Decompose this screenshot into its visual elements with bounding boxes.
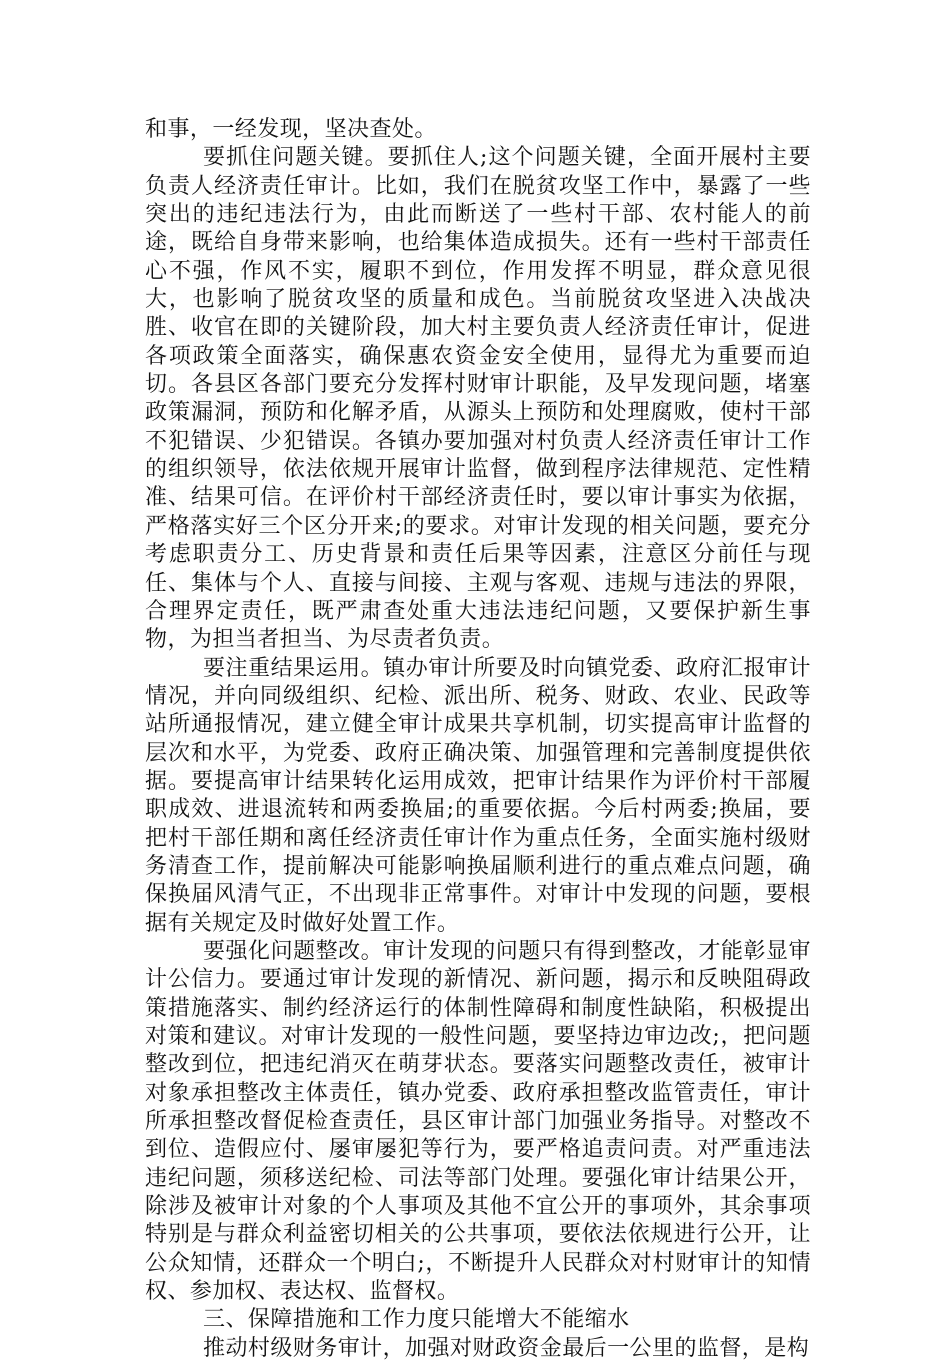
- paragraph-result-use: 要注重结果运用。镇办审计所要及时向镇党委、政府汇报审计情况，并向同级组织、纪检、派出所、税务、财政、农业、民政等站所通报情况，建立健全审计成果共享机制，切实提高审计监督的层次和水平，为党委、政府正确决策、加强管理和完善制度提供依据。要提高审计结果转化运用成效，把审计结果作为评价村干部履职成效、进退流转和两委换届;的重要依据。今后村两委;换届，要把村干部任期和离任经济责任审计作为重点任务，全面实施村级财务清查工作，提前解决可能影响换届顺利进行的重点难点问题，确保换届风清气正，不出现非正常事件。对审计中发现的问题，要根据有关规定及时做好处置工作。: [145, 655, 811, 936]
- paragraph-continued: 和事，一经发现，坚决查处。: [145, 117, 437, 142]
- paragraph-rectification: 要强化问题整改。审计发现的问题只有得到整改，才能彰显审计公信力。要通过审计发现的新情况、新问题，揭示和反映阻碍政策措施落实、制约经济运行的体制性障碍和制度性缺陷，积极提出对策和建议。对审计发现的一般性问题，要坚持边审边改;，把问题整改到位，把违纪消灭在萌芽状态。要落实问题整改责任，被审计对象承担整改主体责任，镇办党委、政府承担整改监管责任，审计所承担整改督促检查责任，县区审计部门加强业务指导。对整改不到位、造假应付、屡审屡犯等行为，要严格追责问责。对严重违法违纪问题，须移送纪检、司法等部门处理。要强化审计结果公开，除涉及被审计对象的个人事项及其他不宜公开的事项外，其余事项特别是与群众利益密切相关的公共事项，要依法依规进行公开，让公众知情，还群众一个明白;，不断提升人民群众对村财审计的知情权、参加权、表达权、监督权。: [145, 938, 811, 1305]
- paragraph-key-issues: 要抓住问题关键。要抓住人;这个问题关键，全面开展村主要负责人经济责任审计。比如，我们在脱贫攻坚工作中，暴露了一些突出的违纪违法行为，由此而断送了一些村干部、农村能人的前途，既给自身带来影响，也给集体造成损失。还有一些村干部责任心不强，作风不实，履职不到位，作用发挥不明显，群众意见很大，也影响了脱贫攻坚的质量和成色。当前脱贫攻坚进入决战决胜、收官在即的关键阶段，加大村主要负责人经济责任审计，促进各项政策全面落实，确保惠农资金安全使用，显得尤为重要而迫切。各县区各部门要充分发挥村财审计职能，及早发现问题，堵塞政策漏洞，预防和化解矛盾，从源头上预防和处理腐败，使村干部不犯错误、少犯错误。各镇办要加强对村负责人经济责任审计工作的组织领导，依法依规开展审计监督，做到程序法律规范、定性精准、结果可信。在评价村干部经济责任时，要以审计事实为依据，严格落实好三个区分开来;的要求。对审计发现的相关问题，要充分考虑职责分工、历史背景和责任后果等因素，注意区分前任与现任、集体与个人、直接与间接、主观与客观、违规与违法的界限，合理界定责任，既严肃查处重大违法违纪问题，又要保护新生事物，为担当者担当、为尽责者负责。: [145, 145, 811, 653]
- paragraph-promote-audit: 推动村级财务审计，加强对财政资金最后一公里的监督，是构: [203, 1335, 810, 1361]
- section-heading: 三、保障措施和工作力度只能增大不能缩水: [203, 1307, 630, 1333]
- document-page: [145, 116, 811, 1363]
